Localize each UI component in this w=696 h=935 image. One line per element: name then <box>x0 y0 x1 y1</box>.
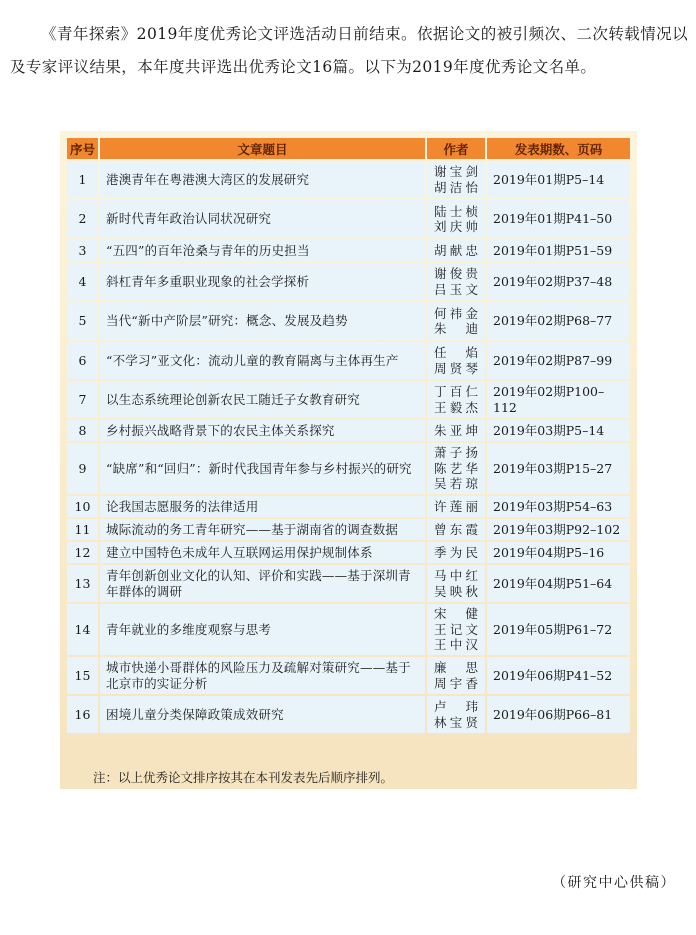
table-row <box>67 657 630 694</box>
table-row <box>67 420 630 441</box>
author-name: 王毅杰 <box>434 399 478 415</box>
table-row <box>67 263 630 300</box>
cell-authors <box>427 240 485 261</box>
cell-title: 乡村振兴战略背景下的农民主体关系探究 <box>100 420 425 441</box>
award-table <box>65 136 632 735</box>
cell-no: 8 <box>67 420 98 441</box>
cell-title: “五四”的百年沧桑与青年的历史担当 <box>100 240 425 261</box>
cell-authors <box>427 657 485 694</box>
cell-pub: 2019年01期P41–50 <box>487 200 630 238</box>
cell-pub: 2019年04期P51–64 <box>487 565 630 602</box>
cell-authors <box>427 342 485 379</box>
header-title: 文章题目 <box>100 138 425 159</box>
cell-title: “缺席”和“回归”：新时代我国青年参与乡村振兴的研究 <box>100 443 425 494</box>
table-header-row <box>67 138 630 159</box>
cell-pub: 2019年01期P51–59 <box>487 240 630 261</box>
header-pub: 发表期数、页码 <box>487 138 630 159</box>
cell-no: 1 <box>67 161 98 198</box>
cell-title: 青年就业的多维度观察与思考 <box>100 604 425 655</box>
table-row <box>67 161 630 198</box>
cell-title: 建立中国特色未成年人互联网运用保护规制体系 <box>100 542 425 563</box>
cell-authors <box>427 519 485 540</box>
award-list-panel <box>60 131 637 789</box>
cell-authors <box>427 604 485 655</box>
table-row <box>67 381 630 418</box>
cell-authors <box>427 443 485 494</box>
cell-authors <box>427 302 485 340</box>
author-name: 曾东霞 <box>434 521 478 537</box>
cell-title: “不学习”亚文化：流动儿童的教育隔离与主体再生产 <box>100 342 425 379</box>
cell-pub: 2019年02期P37–48 <box>487 263 630 300</box>
table-row <box>67 604 630 655</box>
cell-title: 新时代青年政治认同状况研究 <box>100 200 425 238</box>
table-body <box>67 161 630 733</box>
author-name: 廉 思 <box>434 660 478 675</box>
table-row <box>67 565 630 602</box>
cell-authors <box>427 200 485 238</box>
table-row <box>67 496 630 517</box>
cell-title: 青年创新创业文化的认知、评价和实践——基于深圳青年群体的调研 <box>100 565 425 602</box>
author-name: 谢俊贵 <box>434 266 478 281</box>
cell-title: 斜杠青年多重职业现象的社会学探析 <box>100 263 425 300</box>
author-name: 陆士桢 <box>434 203 478 219</box>
table-row <box>67 519 630 540</box>
cell-title: 困境儿童分类保障政策成效研究 <box>100 696 425 733</box>
cell-no: 16 <box>67 696 98 733</box>
cell-pub: 2019年03期P15–27 <box>487 443 630 494</box>
author-name: 任 焰 <box>434 345 478 360</box>
author-name: 马中红 <box>434 568 478 583</box>
author-name: 吴映秋 <box>434 583 478 599</box>
cell-title: 以生态系统理论创新农民工随迁子女教育研究 <box>100 381 425 418</box>
cell-title: 城市快递小哥群体的风险压力及疏解对策研究——基于北京市的实证分析 <box>100 657 425 694</box>
cell-pub: 2019年03期P92–102 <box>487 519 630 540</box>
author-name: 季为民 <box>434 544 478 560</box>
cell-pub: 2019年04期P5–16 <box>487 542 630 563</box>
cell-authors <box>427 381 485 418</box>
cell-no: 4 <box>67 263 98 300</box>
cell-authors <box>427 696 485 733</box>
cell-title: 论我国志愿服务的法律适用 <box>100 496 425 517</box>
cell-title: 港澳青年在粤港澳大湾区的发展研究 <box>100 161 425 198</box>
cell-no: 13 <box>67 565 98 602</box>
cell-no: 3 <box>67 240 98 261</box>
author-name: 吕玉文 <box>434 281 478 297</box>
author-name: 丁百仁 <box>434 384 478 399</box>
cell-no: 6 <box>67 342 98 379</box>
cell-no: 12 <box>67 542 98 563</box>
cell-pub: 2019年03期P5–14 <box>487 420 630 441</box>
cell-pub: 2019年02期P100–112 <box>487 381 630 418</box>
author-name: 谢宝剑 <box>434 164 478 179</box>
cell-authors <box>427 161 485 198</box>
author-name: 王记文 <box>434 621 478 637</box>
cell-no: 10 <box>67 496 98 517</box>
cell-no: 2 <box>67 200 98 238</box>
header-no: 序号 <box>67 138 98 159</box>
cell-pub: 2019年06期P66–81 <box>487 696 630 733</box>
intro-paragraph: 《青年探索》2019年度优秀论文评选活动日前结束。依据论文的被引频次、二次转载情况以及专家评议结果，本年度共评选出优秀论文16篇。以下为2019年度优秀论文名单。 <box>10 25 688 76</box>
author-name: 胡献忠 <box>434 242 478 258</box>
cell-pub: 2019年03期P54–63 <box>487 496 630 517</box>
author-name: 周贤琴 <box>434 360 478 376</box>
cell-authors <box>427 263 485 300</box>
cell-no: 11 <box>67 519 98 540</box>
table-row <box>67 542 630 563</box>
cell-pub: 2019年06期P41–52 <box>487 657 630 694</box>
table-row <box>67 240 630 261</box>
source-credit: （研究中心供稿） <box>552 875 676 891</box>
author-name: 许莲丽 <box>434 498 478 514</box>
cell-authors <box>427 565 485 602</box>
author-name: 林宝贤 <box>434 714 478 730</box>
cell-pub: 2019年05期P61–72 <box>487 604 630 655</box>
cell-authors <box>427 420 485 441</box>
author-name: 吴若琼 <box>434 476 478 492</box>
cell-title: 当代“新中产阶层”研究：概念、发展及趋势 <box>100 302 425 340</box>
cell-title: 城际流动的务工青年研究——基于湖南省的调查数据 <box>100 519 425 540</box>
author-name: 朱 迪 <box>434 321 478 336</box>
cell-pub: 2019年02期P68–77 <box>487 302 630 340</box>
author-name: 卢 玮 <box>434 699 478 714</box>
cell-no: 9 <box>67 443 98 494</box>
cell-no: 15 <box>67 657 98 694</box>
table-row <box>67 302 630 340</box>
cell-no: 14 <box>67 604 98 655</box>
cell-no: 7 <box>67 381 98 418</box>
cell-no: 5 <box>67 302 98 340</box>
author-name: 宋 健 <box>434 606 478 622</box>
author-name: 刘庆帅 <box>434 219 478 234</box>
author-name: 周宇香 <box>434 675 478 691</box>
cell-pub: 2019年02期P87–99 <box>487 342 630 379</box>
table-row <box>67 696 630 733</box>
cell-authors <box>427 542 485 563</box>
header-author: 作者 <box>427 138 485 159</box>
author-name: 萧子扬 <box>434 445 478 461</box>
author-name: 何祎金 <box>434 305 478 321</box>
author-name: 胡洁怡 <box>434 179 478 195</box>
author-name: 朱亚坤 <box>434 422 478 438</box>
cell-authors <box>427 496 485 517</box>
table-note: 注：以上优秀论文排序按其在本刊发表先后顺序排列。 <box>93 770 394 785</box>
table-row <box>67 200 630 238</box>
table-row <box>67 443 630 494</box>
cell-pub: 2019年01期P5–14 <box>487 161 630 198</box>
author-name: 陈艺华 <box>434 460 478 476</box>
author-name: 王中汉 <box>434 637 478 653</box>
table-row <box>67 342 630 379</box>
